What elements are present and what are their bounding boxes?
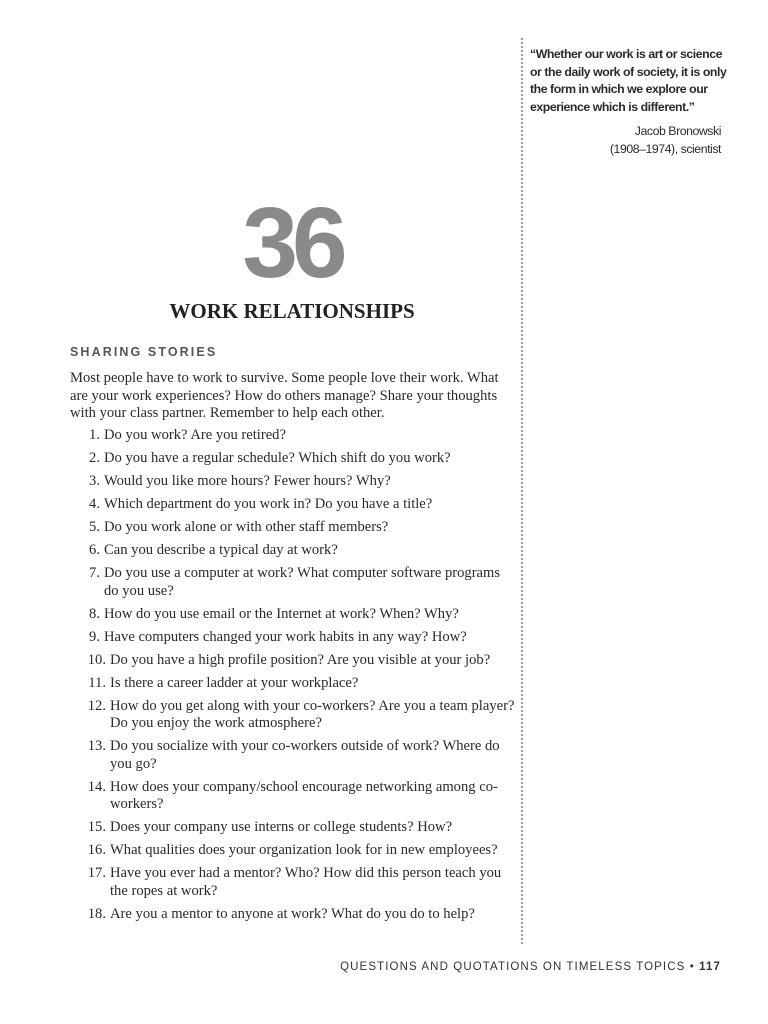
- question-number: 10.: [87, 651, 106, 668]
- question-item: [70, 473, 522, 491]
- question-number: 11.: [88, 674, 106, 691]
- quote-author: Jacob Bronowski: [634, 124, 721, 138]
- page-number: 117: [699, 961, 721, 973]
- chapter-number: 36: [242, 187, 342, 299]
- question-item: [70, 652, 522, 670]
- question-text: How do you use email or the Internet at work? When? Why?: [104, 605, 459, 622]
- question-number: 17.: [87, 865, 106, 881]
- question-item: [70, 819, 522, 837]
- page-footer: [340, 961, 721, 973]
- question-item: [70, 606, 522, 624]
- question-item: [70, 565, 522, 600]
- question-text: Would you like more hours? Fewer hours? Why?: [104, 473, 391, 489]
- question-text: Do you have a regular schedule? Which shift do you work?: [104, 450, 451, 466]
- question-number: 12.: [87, 697, 106, 714]
- question-text: Do you socialize with your co-workers outside of work? Where do you go?: [110, 738, 500, 772]
- question-item: [70, 738, 522, 773]
- question-item: [70, 906, 522, 924]
- question-number: 6.: [89, 542, 100, 558]
- question-text: Do you work? Are you retired?: [104, 427, 286, 443]
- question-number: 18.: [87, 905, 106, 922]
- question-text: Have computers changed your work habits in any way? How?: [104, 628, 467, 645]
- question-number: 2.: [89, 450, 100, 466]
- question-text: Do you use a computer at work? What computer software programs do you use?: [104, 565, 501, 599]
- question-number: 14.: [87, 778, 106, 795]
- question-number: 16.: [87, 842, 106, 858]
- question-item: [70, 629, 522, 647]
- question-list: [70, 427, 522, 929]
- question-item: [70, 496, 522, 514]
- quote-attribution: [610, 122, 721, 158]
- question-number: 7.: [89, 565, 100, 581]
- footer-separator: •: [689, 961, 695, 973]
- question-item: [70, 842, 522, 860]
- question-number: 3.: [89, 473, 100, 489]
- question-number: 1.: [89, 427, 100, 443]
- question-item: [70, 427, 522, 445]
- question-text: Does your company use interns or college students? How?: [110, 819, 453, 835]
- question-item: [70, 519, 522, 537]
- question-text: Do you work alone or with other staff members?: [104, 519, 389, 535]
- quote-author-detail: (1908–1974), scientist: [609, 142, 721, 156]
- question-text: Which department do you work in? Do you have a title?: [104, 496, 433, 512]
- question-text: How do you get along with your co-workers? Are you a team player? Do you enjoy the work atmosphere?: [110, 697, 515, 731]
- section-heading: SHARING STORIES: [70, 345, 218, 359]
- question-text: How does your company/school encourage networking among co-workers?: [110, 778, 498, 812]
- question-number: 4.: [89, 496, 100, 512]
- question-number: 15.: [87, 819, 106, 835]
- question-item: [70, 779, 522, 814]
- sidebar-quote: “Whether our work is art or science or the daily work of society, it is only the form in which we explore our experience which is different.”: [530, 47, 727, 114]
- question-item: [70, 675, 522, 693]
- chapter-title: WORK RELATIONSHIPS: [169, 299, 415, 323]
- question-item: [70, 865, 522, 900]
- section-intro: Most people have to work to survive. Some people love their work. What are your work experiences? How do others manage? Share your thoughts with your class partner. Remember to help each other.: [70, 370, 499, 421]
- question-text: Can you describe a typical day at work?: [104, 542, 338, 558]
- question-item: [70, 698, 522, 733]
- question-item: [70, 542, 522, 560]
- question-text: Have you ever had a mentor? Who? How did this person teach you the ropes at work?: [110, 865, 502, 899]
- question-text: What qualities does your organization look for in new employees?: [110, 842, 498, 858]
- footer-book-title: QUESTIONS AND QUOTATIONS ON TIMELESS TOPICS: [340, 961, 686, 973]
- question-item: [70, 450, 522, 468]
- question-number: 8.: [89, 605, 100, 622]
- question-text: Is there a career ladder at your workplace?: [110, 674, 359, 691]
- question-number: 9.: [89, 628, 100, 645]
- question-text: Are you a mentor to anyone at work? What do you do to help?: [110, 905, 475, 922]
- question-text: Do you have a high profile position? Are you visible at your job?: [110, 651, 491, 668]
- question-number: 5.: [89, 519, 100, 535]
- question-number: 13.: [87, 738, 106, 754]
